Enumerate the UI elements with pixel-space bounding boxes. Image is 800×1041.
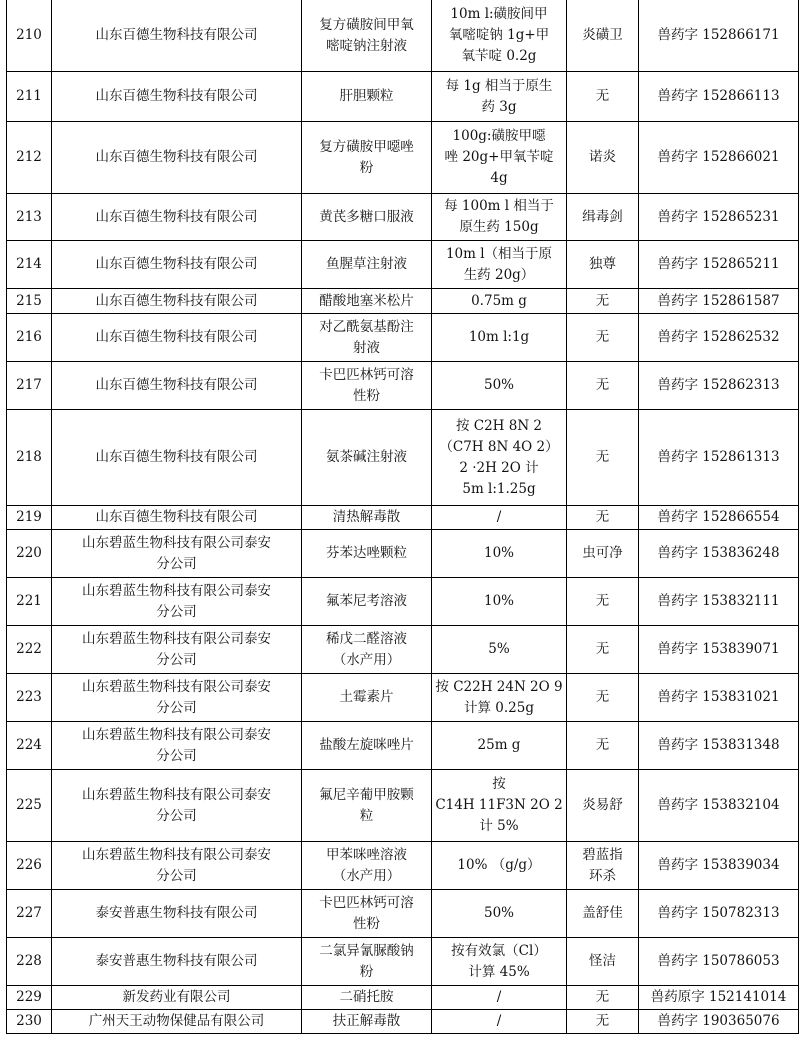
product-name-cell-line: 性粉 [353, 915, 380, 932]
product-name-cell [302, 578, 432, 626]
specification-cell-line: / [496, 1013, 502, 1029]
specification-cell-line: C14H 11F3N 2O 2 [435, 797, 563, 813]
brand-name-cell-line: 无 [595, 1013, 610, 1029]
specification-cell-line: 计算 45% [468, 963, 530, 980]
specification-cell [432, 578, 567, 626]
approval-number-cell: 兽药字 153831021 [639, 674, 799, 722]
approval-number-cell: 兽药字 153839071 [639, 626, 799, 674]
product-name-cell [302, 241, 432, 289]
specification-cell [432, 72, 567, 122]
specification-cell-line: 生药 20g） [463, 266, 535, 283]
product-name-cell-line: 卡巴匹林钙可溶 [319, 894, 414, 911]
specification-cell [432, 626, 567, 674]
approval-number-cell: 兽药字 152861313 [639, 410, 799, 506]
row-number: 229 [7, 986, 52, 1010]
specification-cell [432, 410, 567, 506]
company-cell-line: 分公司 [156, 555, 197, 572]
product-name-cell-line: （水产用） [332, 651, 401, 668]
brand-name-cell-line: 诺炎 [589, 149, 616, 165]
approval-number-cell: 兽药原字 152141014 [639, 986, 799, 1010]
approval-number-cell: 兽药字 152862313 [639, 362, 799, 410]
company-cell [52, 1010, 302, 1034]
table-row [7, 722, 799, 770]
brand-name-cell [567, 938, 639, 986]
company-cell-line: 山东百德生物科技有限公司 [95, 449, 258, 465]
row-number: 223 [7, 674, 52, 722]
table-row [7, 842, 799, 890]
company-cell-line: 广州天王动物保健品有限公司 [88, 1013, 265, 1029]
approval-number-cell: 兽药字 150786053 [639, 938, 799, 986]
company-cell [52, 722, 302, 770]
brand-name-cell [567, 72, 639, 122]
row-number: 228 [7, 938, 52, 986]
company-cell [52, 938, 302, 986]
table-row [7, 410, 799, 506]
brand-name-cell-line: 缉毒剑 [582, 208, 623, 225]
product-name-cell-line: 二氯异氰脲酸钠 [319, 942, 414, 959]
product-name-cell-line: 鱼腥草注射液 [326, 256, 407, 272]
specification-cell-line: 氧嘧啶钠 1g+甲 [448, 27, 550, 43]
brand-name-cell-line: 无 [595, 641, 610, 657]
specification-cell [432, 122, 567, 194]
product-name-cell-line: 氨茶碱注射液 [326, 449, 407, 465]
company-cell [52, 890, 302, 938]
specification-cell-line: 10% （g/g） [457, 857, 541, 873]
product-name-cell [302, 72, 432, 122]
brand-name-cell-line: 无 [595, 449, 610, 465]
company-cell-line: 山东碧蓝生物科技有限公司泰安 [82, 582, 271, 599]
brand-name-cell [567, 506, 639, 530]
brand-name-cell [567, 1010, 639, 1034]
company-cell-line: 山东百德生物科技有限公司 [95, 329, 258, 345]
row-number: 227 [7, 890, 52, 938]
table-row [7, 770, 799, 842]
company-cell [52, 506, 302, 530]
approval-number-cell: 兽药字 152866171 [639, 0, 799, 72]
company-cell-line: 山东碧蓝生物科技有限公司泰安 [82, 846, 271, 863]
product-name-cell-line: 嘧啶钠注射液 [326, 37, 407, 54]
product-name-cell [302, 314, 432, 362]
product-name-cell-line: 对乙酰氨基酚注 [319, 318, 414, 335]
company-cell-line: 山东百德生物科技有限公司 [95, 292, 258, 309]
product-name-cell-line: 稀戊二醛溶液 [326, 630, 407, 647]
brand-name-cell-line: 无 [595, 989, 610, 1005]
company-cell-line: 分公司 [156, 747, 197, 764]
brand-name-cell-line: 无 [595, 509, 610, 525]
specification-cell-line: （C7H 8N 4O 2） [439, 438, 559, 455]
row-number: 210 [7, 0, 52, 72]
company-cell-line: 分公司 [156, 807, 197, 824]
specification-cell [432, 986, 567, 1010]
specification-cell-line: 每 1g 相当于原生 [445, 77, 553, 94]
company-cell-line: 分公司 [156, 699, 197, 716]
product-name-cell-line: 扶正解毒散 [332, 1013, 401, 1029]
specification-cell [432, 722, 567, 770]
company-cell-line: 泰安普惠生物科技有限公司 [95, 953, 258, 969]
specification-cell-line: 10% [483, 545, 514, 561]
row-number: 222 [7, 626, 52, 674]
approval-number-cell: 兽药字 152861587 [639, 289, 799, 314]
company-cell [52, 986, 302, 1010]
product-name-cell-line: 氟尼辛葡甲胺颗 [319, 786, 414, 803]
table-row [7, 0, 799, 72]
brand-name-cell [567, 289, 639, 314]
company-cell-line: 山东百德生物科技有限公司 [95, 149, 258, 165]
product-name-cell [302, 986, 432, 1010]
company-cell-line: 山东碧蓝生物科技有限公司泰安 [82, 534, 271, 551]
product-name-cell-line: 清热解毒散 [332, 509, 401, 525]
approval-number-cell: 兽药字 153839034 [639, 842, 799, 890]
brand-name-cell [567, 890, 639, 938]
company-cell-line: 分公司 [156, 867, 197, 884]
specification-cell-line: 5% [488, 641, 510, 657]
specification-cell-line: 每 100m l 相当于 [444, 198, 554, 214]
brand-name-cell-line: 怪洁 [589, 953, 616, 969]
product-name-cell-line: 甲苯咪唑溶液 [326, 846, 407, 863]
product-name-cell [302, 842, 432, 890]
approval-number-cell: 兽药字 153832104 [639, 770, 799, 842]
company-cell [52, 72, 302, 122]
specification-cell-line: 按 C2H 8N 2 [455, 417, 543, 434]
brand-name-cell [567, 770, 639, 842]
brand-name-cell [567, 722, 639, 770]
brand-name-cell-line: 无 [595, 329, 610, 345]
product-name-cell [302, 530, 432, 578]
product-name-cell-line: 黄芪多糖口服液 [319, 208, 414, 225]
specification-cell-line: 10% [483, 593, 514, 609]
table-row [7, 578, 799, 626]
brand-name-cell [567, 578, 639, 626]
approval-number-cell: 兽药字 152862532 [639, 314, 799, 362]
company-cell [52, 122, 302, 194]
product-name-cell [302, 122, 432, 194]
brand-name-cell-line: 炎易舒 [582, 797, 623, 813]
specification-cell [432, 314, 567, 362]
approval-number-cell: 兽药字 152866113 [639, 72, 799, 122]
specification-cell-line: 4g [490, 170, 508, 186]
product-name-cell [302, 722, 432, 770]
company-cell-line: 山东碧蓝生物科技有限公司泰安 [82, 786, 271, 803]
product-name-cell [302, 938, 432, 986]
brand-name-cell-line: 无 [595, 689, 610, 705]
company-cell [52, 530, 302, 578]
product-name-cell-line: 性粉 [353, 387, 380, 404]
row-number: 224 [7, 722, 52, 770]
company-cell-line: 山东百德生物科技有限公司 [95, 27, 258, 43]
brand-name-cell [567, 241, 639, 289]
approval-number-cell: 兽药字 190365076 [639, 1010, 799, 1034]
specification-cell [432, 362, 567, 410]
table-row [7, 194, 799, 241]
company-cell [52, 194, 302, 241]
row-number: 220 [7, 530, 52, 578]
company-cell [52, 289, 302, 314]
product-name-cell [302, 289, 432, 314]
company-cell-line: 山东百德生物科技有限公司 [95, 509, 258, 525]
brand-name-cell [567, 0, 639, 72]
approval-number-cell: 兽药字 150782313 [639, 890, 799, 938]
company-cell [52, 770, 302, 842]
specification-cell-line: 按 [492, 776, 506, 792]
table-body [7, 0, 799, 1034]
specification-cell [432, 0, 567, 72]
specification-cell [432, 289, 567, 314]
product-name-cell [302, 410, 432, 506]
row-number: 216 [7, 314, 52, 362]
specification-cell-line: / [496, 509, 502, 525]
row-number: 215 [7, 289, 52, 314]
product-name-cell-line: 粉 [359, 963, 374, 980]
table-row [7, 938, 799, 986]
company-cell [52, 674, 302, 722]
product-name-cell-line: 肝胆颗粒 [339, 88, 394, 104]
product-name-cell-line: 粒 [359, 807, 374, 824]
company-cell-line: 山东碧蓝生物科技有限公司泰安 [82, 726, 271, 743]
brand-name-cell-line: 无 [595, 88, 610, 104]
product-name-cell-line: 氟苯尼考溶液 [326, 593, 407, 609]
table-row [7, 626, 799, 674]
product-name-cell [302, 194, 432, 241]
table-row [7, 890, 799, 938]
brand-name-cell [567, 530, 639, 578]
product-name-cell [302, 890, 432, 938]
company-cell [52, 578, 302, 626]
brand-name-cell [567, 314, 639, 362]
approval-number-cell: 兽药字 152866554 [639, 506, 799, 530]
product-name-cell-line: 二硝托胺 [339, 989, 394, 1005]
specification-cell [432, 1010, 567, 1034]
specification-cell-line: 25m g [477, 737, 521, 753]
company-cell [52, 241, 302, 289]
brand-name-cell [567, 362, 639, 410]
brand-name-cell-line: 无 [595, 593, 610, 609]
product-name-cell [302, 674, 432, 722]
product-name-cell-line: 芬苯达唑颗粒 [326, 545, 407, 561]
specification-cell-line: 0.75m g [471, 292, 527, 309]
specification-cell-line: / [496, 989, 502, 1005]
company-cell-line: 山东百德生物科技有限公司 [95, 208, 258, 225]
company-cell-line: 山东百德生物科技有限公司 [95, 377, 258, 393]
table-row [7, 72, 799, 122]
drug-approval-table [6, 0, 799, 1034]
specification-cell-line: 10m l:1g [468, 329, 530, 345]
table-row [7, 289, 799, 314]
company-cell-line: 分公司 [156, 651, 197, 668]
specification-cell-line: 氧苄啶 0.2g [461, 48, 537, 64]
company-cell-line: 山东碧蓝生物科技有限公司泰安 [82, 678, 271, 695]
specification-cell [432, 241, 567, 289]
product-name-cell-line: 醋酸地塞米松片 [319, 292, 414, 309]
company-cell-line: 新发药业有限公司 [122, 989, 231, 1005]
table-row [7, 122, 799, 194]
row-number: 217 [7, 362, 52, 410]
brand-name-cell-line: 无 [595, 737, 610, 753]
specification-cell-line: 5m l:1.25g [462, 480, 536, 497]
brand-name-cell [567, 842, 639, 890]
company-cell [52, 410, 302, 506]
specification-cell-line: 计算 0.25g [464, 699, 534, 716]
company-cell-line: 泰安普惠生物科技有限公司 [95, 905, 258, 921]
brand-name-cell-line: 独尊 [589, 256, 616, 272]
specification-cell-line: 按 C22H 24N 2O 9 [435, 678, 563, 695]
specification-cell-line: 100g:磺胺甲噁 [452, 128, 546, 144]
specification-cell [432, 194, 567, 241]
row-number: 218 [7, 410, 52, 506]
product-name-cell [302, 506, 432, 530]
table-row [7, 314, 799, 362]
company-cell [52, 626, 302, 674]
company-cell-line: 山东碧蓝生物科技有限公司泰安 [82, 630, 271, 647]
product-name-cell-line: 复方磺胺甲噁唑 [319, 138, 414, 155]
table-row [7, 530, 799, 578]
specification-cell [432, 530, 567, 578]
product-name-cell [302, 770, 432, 842]
brand-name-cell [567, 194, 639, 241]
approval-number-cell: 兽药字 152866021 [639, 122, 799, 194]
company-cell-line: 山东百德生物科技有限公司 [95, 256, 258, 272]
product-name-cell [302, 0, 432, 72]
row-number: 211 [7, 72, 52, 122]
product-name-cell [302, 1010, 432, 1034]
brand-name-cell-line: 碧蓝指 [582, 846, 623, 863]
brand-name-cell-line: 虫可净 [582, 545, 623, 561]
brand-name-cell [567, 674, 639, 722]
approval-number-cell: 兽药字 152865211 [639, 241, 799, 289]
specification-cell [432, 674, 567, 722]
row-number: 212 [7, 122, 52, 194]
table-row [7, 506, 799, 530]
row-number: 213 [7, 194, 52, 241]
specification-cell-line: 按有效氯（Cl） [451, 942, 547, 959]
product-name-cell-line: 射液 [353, 339, 380, 356]
specification-cell [432, 842, 567, 890]
company-cell [52, 314, 302, 362]
approval-number-cell: 兽药字 152865231 [639, 194, 799, 241]
brand-name-cell-line: 无 [595, 292, 610, 309]
approval-number-cell: 兽药字 153831348 [639, 722, 799, 770]
approval-number-cell: 兽药字 153836248 [639, 530, 799, 578]
row-number: 226 [7, 842, 52, 890]
table-row [7, 241, 799, 289]
company-cell [52, 842, 302, 890]
specification-cell-line: 原生药 150g [459, 219, 539, 235]
company-cell-line: 分公司 [156, 603, 197, 620]
company-cell [52, 362, 302, 410]
product-name-cell-line: 土霉素片 [339, 689, 394, 705]
specification-cell-line: 唑 20g+甲氧苄啶 [444, 149, 554, 165]
specification-cell-line: 50% [483, 905, 514, 921]
brand-name-cell-line: 环杀 [589, 867, 616, 884]
table-row [7, 674, 799, 722]
table-row [7, 986, 799, 1010]
specification-cell-line: 10m l（相当于原 [445, 245, 553, 262]
product-name-cell [302, 626, 432, 674]
specification-cell [432, 770, 567, 842]
row-number: 221 [7, 578, 52, 626]
product-name-cell-line: （水产用） [332, 867, 401, 884]
row-number: 214 [7, 241, 52, 289]
approval-number-cell: 兽药字 153832111 [639, 578, 799, 626]
brand-name-cell [567, 986, 639, 1010]
row-number: 225 [7, 770, 52, 842]
brand-name-cell-line: 炎磺卫 [582, 27, 623, 43]
specification-cell [432, 506, 567, 530]
specification-cell-line: 10m l:磺胺间甲 [450, 6, 548, 22]
product-name-cell-line: 卡巴匹林钙可溶 [319, 366, 414, 383]
product-name-cell-line: 粉 [359, 159, 374, 176]
brand-name-cell-line: 无 [595, 377, 610, 393]
specification-cell [432, 938, 567, 986]
specification-cell-line: 50% [483, 377, 514, 393]
product-name-cell-line: 复方磺胺间甲氧 [319, 16, 414, 33]
product-name-cell-line: 盐酸左旋咪唑片 [319, 737, 414, 753]
table-row [7, 362, 799, 410]
specification-cell [432, 890, 567, 938]
company-cell-line: 山东百德生物科技有限公司 [95, 88, 258, 104]
specification-cell-line: 2 ·2H 2O 计 [459, 459, 539, 476]
row-number: 219 [7, 506, 52, 530]
brand-name-cell [567, 626, 639, 674]
specification-cell-line: 计 5% [479, 818, 519, 834]
brand-name-cell [567, 122, 639, 194]
table-row [7, 1010, 799, 1034]
row-number: 230 [7, 1010, 52, 1034]
company-cell [52, 0, 302, 72]
brand-name-cell-line: 盖舒佳 [582, 905, 623, 921]
brand-name-cell [567, 410, 639, 506]
product-name-cell [302, 362, 432, 410]
specification-cell-line: 药 3g [481, 98, 517, 115]
